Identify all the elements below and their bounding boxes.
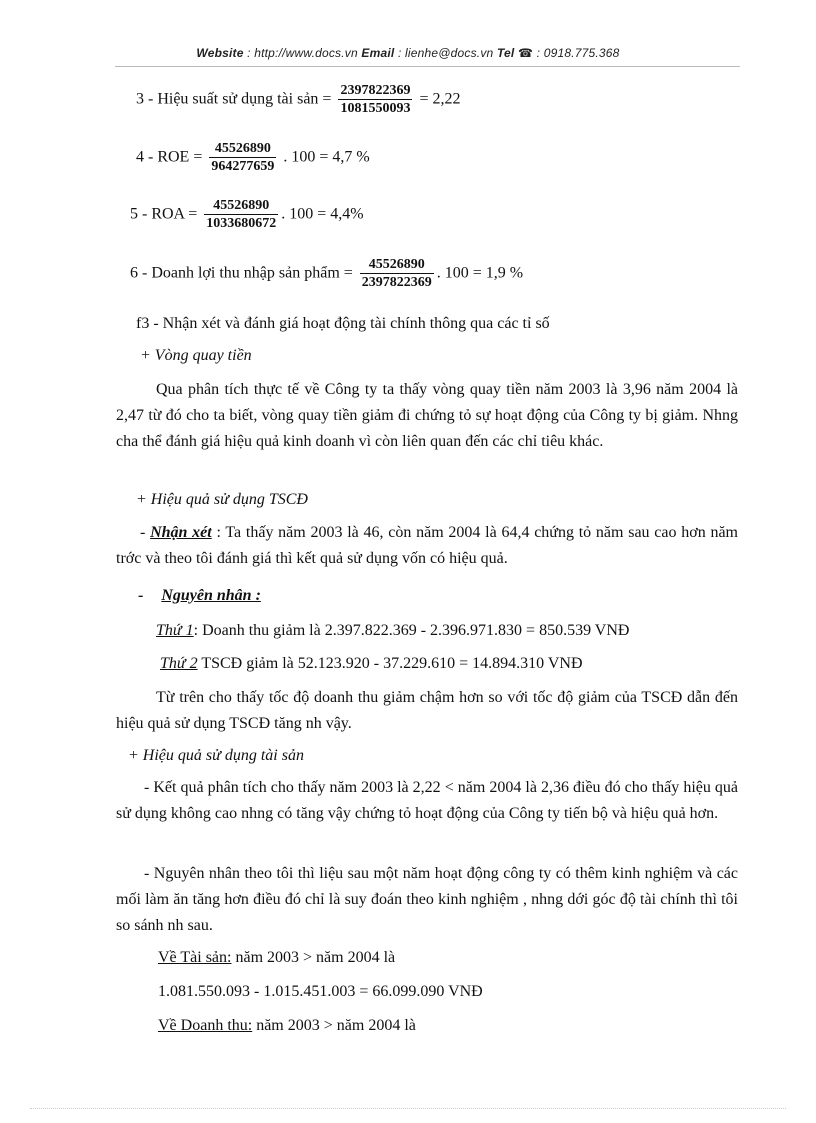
cause-first-text: : Doanh thu giảm là 2.397.822.369 - 2.396.971.830 = 850.539 VNĐ: [193, 622, 630, 639]
cause-second: [160, 654, 583, 674]
numerator: 45526890: [209, 140, 276, 158]
cause-label: Nguyên nhân :: [161, 587, 261, 604]
revenue-comparison: [158, 1016, 416, 1036]
cause-first-label: Thứ 1: [156, 622, 194, 639]
remark-label: Nhận xét: [150, 524, 212, 541]
tel-label: Tel: [496, 46, 515, 60]
formula-prefix: 5 - ROA =: [130, 205, 202, 223]
paragraph-asset-cause: - Nguyên nhân theo tôi thì liệu sau một năm hoạt động công ty có thêm kinh nghiệm và các mối làm ăn tăng hơn điều đó chỉ là suy đoán theo kinh nghiệm , nhng dới góc độ tài chính thì tôi so sánh nh sau.: [116, 865, 738, 934]
denominator: 964277659: [211, 159, 275, 174]
paragraph-conclusion-fixed-assets: Từ trên cho thấy tốc độ doanh thu giảm chậm hơn so với tốc độ giảm của TSCĐ dẫn đến hiệu quả sử dụng TSCĐ tăng nh vậy.: [116, 689, 738, 732]
formula-prefix: 6 - Doanh lợi thu nhập sản phẩm =: [130, 264, 357, 282]
fraction: [209, 140, 276, 175]
cause-second-label: Thứ 2: [160, 655, 198, 672]
subheading-cash-turnover: + Vòng quay tiền: [140, 347, 252, 364]
subheading-fixed-asset-efficiency: + Hiệu quả sử dụng TSCĐ: [136, 491, 308, 508]
formula-prefix: 3 - Hiệu suất sử dụng tài sản =: [136, 90, 336, 108]
denominator: 1081550093: [340, 101, 411, 116]
phone-icon: ☎: [517, 46, 534, 60]
fraction: [204, 197, 278, 232]
revenue-comparison-label: Về Doanh thu:: [158, 1017, 253, 1034]
remark-dash: -: [140, 524, 151, 541]
formula-result: = 2,22: [415, 90, 461, 108]
fraction: [360, 256, 434, 291]
paragraph-cash-turnover: Qua phân tích thực tế về Công ty ta thấy vòng quay tiền năm 2003 là 3,96 năm 2004 là 2,47 từ đó cho ta biết, vòng quay tiền giảm đi chứng tỏ sự hoạt động của Công ty bị giảm. Nhng cha thể đánh giá hiệu quả kinh doanh vì còn liên quan đến các chỉ tiêu khác.: [116, 381, 738, 450]
cause-second-text: TSCĐ giảm là 52.123.920 - 37.229.610 = 14.894.310 VNĐ: [197, 655, 583, 672]
formula-asset-efficiency: [136, 82, 460, 117]
website-label: Website: [196, 46, 244, 60]
formula-result: . 100 = 4,7 %: [279, 148, 370, 166]
section-title: f3 - Nhận xét và đánh giá hoạt động tài chính thông qua các tỉ số: [136, 315, 550, 332]
header-divider: [115, 66, 740, 67]
asset-comparison-text: năm 2003 > năm 2004 là: [231, 949, 396, 966]
formula-result: . 100 = 4,4%: [281, 205, 364, 223]
remark-text: : Ta thấy năm 2003 là 46, còn năm 2004 là 64,4 chứng tỏ năm sau cao hơn năm trớc và theo tôi đánh giá thì kết quả sử dụng vốn có hiệu quả.: [116, 524, 738, 567]
cause-first: [156, 621, 629, 641]
formula-roe: [136, 140, 370, 175]
paragraph-remark: [116, 520, 738, 572]
cause-dash: -: [138, 587, 144, 604]
asset-calculation: 1.081.550.093 - 1.015.451.003 = 66.099.090 VNĐ: [158, 983, 483, 1000]
footer-divider: [30, 1108, 786, 1109]
paragraph-asset-result: - Kết quả phân tích cho thấy năm 2003 là 2,22 < năm 2004 là 2,36 điều đó cho thấy hiệu quả sử dụng không cao nhng có tăng vậy chứng tỏ hoạt động của Công ty tiến bộ và hiệu quả hơn.: [116, 779, 738, 822]
formula-result: . 100 = 1,9 %: [436, 264, 524, 282]
email-value: : lienhe@docs.vn: [394, 46, 497, 60]
formula-product-return: [130, 256, 523, 291]
numerator: 2397822369: [340, 83, 411, 98]
email-label: Email: [361, 46, 395, 60]
denominator: 2397822369: [361, 275, 432, 290]
formula-prefix: 4 - ROE =: [136, 148, 207, 166]
asset-comparison-label: Về Tài sản:: [158, 949, 232, 966]
asset-comparison: [158, 948, 395, 968]
tel-value: : 0918.775.368: [533, 46, 620, 60]
denominator: 1033680672: [206, 216, 277, 231]
revenue-comparison-text: năm 2003 > năm 2004 là: [252, 1017, 416, 1034]
cause-heading: [138, 586, 261, 606]
fraction: [338, 82, 412, 117]
numerator: 45526890: [360, 256, 434, 274]
page-header: [0, 46, 816, 60]
subheading-asset-efficiency: + Hiệu quả sử dụng tài sản: [128, 747, 304, 764]
website-value: : http://www.docs.vn: [243, 46, 362, 60]
formula-roa: [130, 197, 364, 232]
numerator: 45526890: [204, 197, 278, 215]
